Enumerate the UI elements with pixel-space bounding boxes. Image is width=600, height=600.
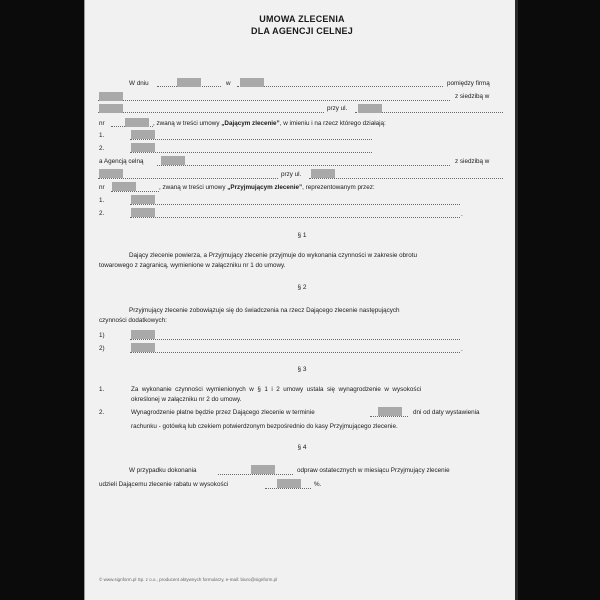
- agency-street-line: [309, 178, 503, 179]
- company-name-field[interactable]: [99, 92, 123, 101]
- label-pomiedzy-firma: pomiędzy firmą: [447, 80, 490, 87]
- date-field[interactable]: [177, 78, 201, 87]
- agency-rep-2-field[interactable]: [131, 208, 155, 217]
- przyjmujacy-clause: , zwaną w treści umowy „Przyjmującym zlecenie”, reprezentowanym przez:: [159, 184, 375, 191]
- agency-rep-2-number: 2.: [99, 210, 105, 217]
- section-2-point-1-field[interactable]: [131, 330, 155, 339]
- number-field[interactable]: [125, 118, 149, 127]
- section-1-line1: Dający zlecenie powierza, a Przyjmujący zlecenie przyjmuje do wykonania czynności w zakresie obrotu: [129, 252, 418, 259]
- agency-name-field[interactable]: [161, 156, 185, 165]
- percent-sign: %.: [314, 481, 322, 488]
- section-2-point-2-number: 2): [99, 345, 105, 352]
- representative-2-field[interactable]: [131, 143, 155, 152]
- section-4-heading: § 4: [297, 444, 307, 451]
- document-title-line1: UMOWA ZLECENIA: [259, 14, 345, 24]
- agency-rep-1-field[interactable]: [131, 195, 155, 204]
- label-nr-2: nr: [99, 184, 105, 191]
- clearances-count-field[interactable]: [251, 465, 275, 474]
- payment-days-field[interactable]: [378, 407, 402, 416]
- label-w: w: [226, 80, 231, 87]
- section-1-line2: towarowego z zagranicą, wymienione w załączniku nr 1 do umowy.: [99, 262, 286, 269]
- agency-rep-1-number: 1.: [99, 197, 105, 204]
- label-z-siedziba-2: z siedzibą w: [455, 158, 490, 165]
- agency-seat-line: [98, 178, 278, 179]
- agency-number-field[interactable]: [112, 182, 136, 191]
- section-2-point-1-number: 1): [99, 332, 105, 339]
- label-w-dniu: W dniu: [129, 80, 149, 87]
- representative-2-number: 2.: [99, 145, 105, 152]
- clearances-count-line: [218, 474, 293, 475]
- section-3-item-2-post: dni od daty wystawienia: [413, 409, 480, 416]
- section-3-item-2-line2: rachunku - gotówką lub czekiem potwierdzonym bezpośrednio do kasy Przyjmującego zlecenie.: [131, 423, 398, 430]
- document-page: [84, 0, 518, 600]
- section-4-pre: W przypadku dokonania: [129, 467, 197, 474]
- section-2-point-1-line: [130, 339, 460, 340]
- dajacy-clause: , zwaną w treści umowy „Dającym zlecenie”, w imieniu i na rzecz którego działają:: [153, 120, 386, 127]
- seat-line: [98, 112, 324, 113]
- discount-field[interactable]: [277, 479, 301, 488]
- agency-rep-1-line: [130, 204, 460, 205]
- agency-number-line: [111, 191, 159, 192]
- section-2-point-2-line: [130, 352, 460, 353]
- representative-2-line: [130, 152, 372, 153]
- label-agencja-celna: a Agencją celną: [99, 158, 144, 165]
- section-3-item-2-pre: Wynagrodzenie płatne będzie przez Dającego zlecenie w terminie: [131, 409, 315, 416]
- section-2-heading: § 2: [297, 284, 307, 291]
- agency-rep-2-dot: .: [461, 211, 463, 218]
- label-przy-ul: przy ul.: [327, 105, 348, 112]
- representative-1-line: [130, 139, 372, 140]
- document-title-line2: DLA AGENCJI CELNEJ: [251, 26, 353, 36]
- agency-rep-2-line: [130, 217, 460, 218]
- section-2-line1: Przyjmujący zlecenie zobowiązuje się do świadczenia na rzecz Dającego zlecenie następujących: [129, 307, 400, 314]
- section-3-heading: § 3: [297, 366, 307, 373]
- label-przy-ul-2: przy ul.: [281, 171, 302, 178]
- section-3-item-1-number: 1.: [99, 386, 105, 393]
- section-4-line2-pre: udzieli Dającemu zlecenie rabatu w wysokości: [99, 481, 229, 488]
- section-2-line2: czynności dodatkowych:: [99, 317, 167, 324]
- payment-days-line: [370, 416, 408, 417]
- discount-line: [265, 488, 311, 489]
- section-1-heading: § 1: [297, 232, 307, 239]
- company-name-line: [98, 100, 450, 101]
- seat-field[interactable]: [99, 104, 123, 113]
- section-3-item-1-line1: Za wykonanie czynności wymienionych w § 1 i 2 umowy ustala się wynagrodzenie w wysokości: [131, 386, 422, 393]
- agency-street-field[interactable]: [311, 169, 335, 178]
- place-line: [237, 86, 443, 87]
- label-nr: nr: [99, 120, 105, 127]
- section-4-mid: odpraw ostatecznych w miesiącu Przyjmujący zlecenie: [297, 467, 450, 474]
- section-3-item-1-line2: określonej w załączniku nr 2 do umowy.: [131, 396, 242, 403]
- representative-1-number: 1.: [99, 132, 105, 139]
- label-z-siedziba: z siedzibą w: [455, 93, 490, 100]
- street-field[interactable]: [358, 104, 382, 113]
- agency-seat-field[interactable]: [99, 169, 123, 178]
- section-2-point-2-field[interactable]: [131, 343, 155, 352]
- section-2-point-2-dot: .: [461, 346, 463, 353]
- representative-1-field[interactable]: [131, 130, 155, 139]
- section-3-item-2-number: 2.: [99, 409, 105, 416]
- document-footer: © www.signform.pl Sp. z o.o., producent aktywnych formularzy, e-mail: biuro@signform.pl: [99, 577, 278, 582]
- place-field[interactable]: [240, 78, 264, 87]
- agency-name-line: [157, 165, 450, 166]
